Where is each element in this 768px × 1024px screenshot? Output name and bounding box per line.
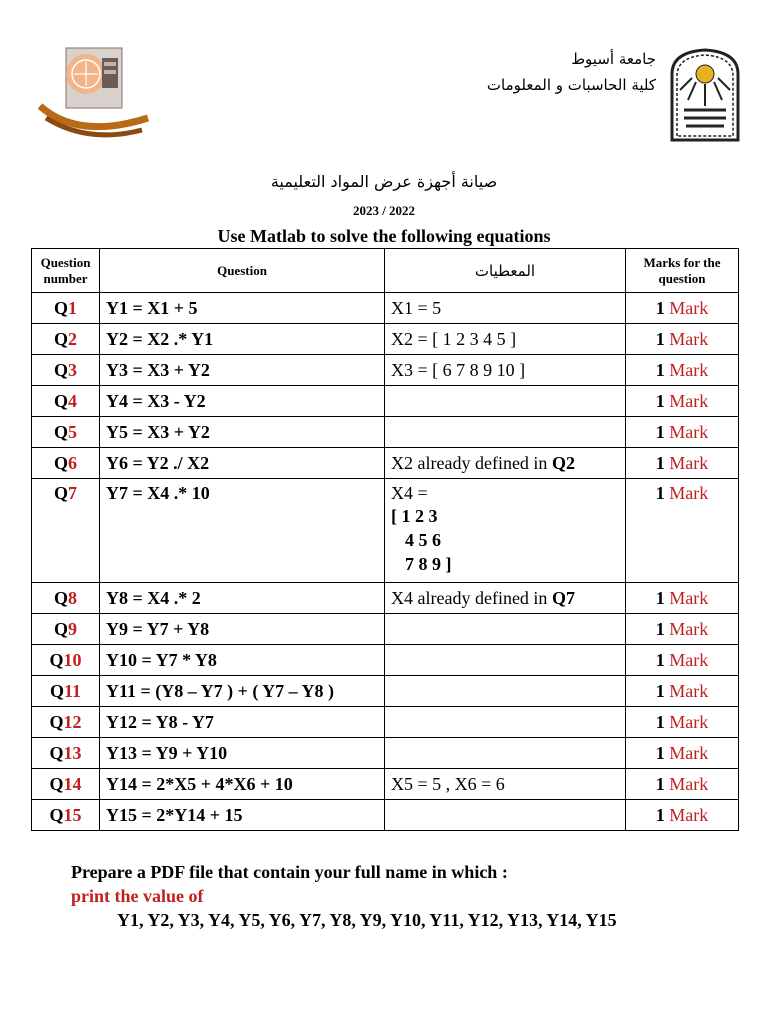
mark-number: 1	[655, 328, 665, 349]
question-index: 11	[64, 680, 82, 701]
question-index: 2	[68, 328, 77, 349]
question-prefix: Q	[49, 742, 64, 763]
given-cell	[385, 769, 626, 800]
question-index: 5	[68, 421, 77, 442]
table-row	[32, 800, 739, 831]
question-index: 9	[68, 618, 77, 639]
question-equation: Y13 = Y9 + Y10	[100, 738, 385, 769]
question-number	[32, 355, 100, 386]
question-index: 14	[63, 773, 82, 794]
table-row	[32, 293, 739, 324]
question-number	[32, 583, 100, 614]
question-equation: Y8 = X4 .* 2	[100, 583, 385, 614]
question-prefix: Q	[49, 649, 64, 670]
table-row	[32, 676, 739, 707]
question-number	[32, 386, 100, 417]
question-equation: Y4 = X3 - Y2	[100, 386, 385, 417]
given-cell	[385, 448, 626, 479]
table-row	[32, 417, 739, 448]
question-index: 10	[63, 649, 82, 670]
header-question: Question	[100, 249, 385, 293]
academic-year: 2023 / 2022	[352, 203, 416, 218]
mark-cell	[626, 614, 739, 645]
table-row	[32, 583, 739, 614]
table-row	[32, 614, 739, 645]
mark-cell	[626, 417, 739, 448]
question-prefix: Q	[53, 618, 68, 639]
mark-cell	[626, 386, 739, 417]
table-row	[32, 738, 739, 769]
given-cell	[385, 324, 626, 355]
question-equation: Y9 = Y7 + Y8	[100, 614, 385, 645]
mark-word: Mark	[669, 421, 709, 442]
question-prefix: Q	[53, 421, 68, 442]
mark-cell	[626, 676, 739, 707]
question-equation: Y3 = X3 + Y2	[100, 355, 385, 386]
given-cell	[385, 293, 626, 324]
questions-table	[31, 248, 739, 831]
given-cell	[385, 676, 626, 707]
header-question-number: Question number	[32, 249, 100, 293]
mark-number: 1	[655, 649, 665, 670]
mark-number: 1	[655, 587, 665, 608]
mark-word: Mark	[669, 773, 709, 794]
question-prefix: Q	[49, 680, 64, 701]
table-row	[32, 707, 739, 738]
question-number	[32, 324, 100, 355]
given-cell	[385, 583, 626, 614]
table-row	[32, 386, 739, 417]
question-prefix: Q	[53, 297, 68, 318]
mark-cell	[626, 293, 739, 324]
questions-body	[32, 293, 739, 831]
question-number	[32, 614, 100, 645]
mark-cell	[626, 645, 739, 676]
mark-number: 1	[655, 359, 665, 380]
faculty-logo	[38, 44, 150, 140]
given-cell	[385, 738, 626, 769]
question-index: 8	[68, 587, 77, 608]
given-cell	[385, 707, 626, 738]
mark-cell	[626, 738, 739, 769]
faculty-name: كلية الحاسبات و المعلومات	[486, 76, 656, 94]
mark-word: Mark	[669, 328, 709, 349]
mark-cell	[626, 355, 739, 386]
mark-number: 1	[655, 680, 665, 701]
question-index: 6	[68, 452, 77, 473]
question-prefix: Q	[49, 804, 64, 825]
matrix-row: [ 1 2 3	[391, 506, 438, 526]
given-cell	[385, 614, 626, 645]
mark-word: Mark	[669, 452, 709, 473]
given-reference: Q2	[551, 452, 575, 473]
given-cell	[385, 479, 626, 583]
question-prefix: Q	[49, 773, 64, 794]
given-cell	[385, 800, 626, 831]
footer-line-2: print the value of	[71, 886, 204, 906]
matrix-row: 7 8 9 ]	[405, 554, 452, 574]
question-equation: Y12 = Y8 - Y7	[100, 707, 385, 738]
question-number	[32, 448, 100, 479]
given-text: X1 = 5	[391, 297, 442, 318]
mark-word: Mark	[669, 680, 709, 701]
table-row	[32, 324, 739, 355]
mark-number: 1	[655, 711, 665, 732]
question-index: 15	[63, 804, 82, 825]
mark-number: 1	[655, 618, 665, 639]
given-cell	[385, 645, 626, 676]
mark-cell	[626, 707, 739, 738]
mark-number: 1	[655, 804, 665, 825]
given-reference: Q7	[551, 587, 575, 608]
question-prefix: Q	[53, 483, 68, 503]
question-equation: Y1 = X1 + 5	[100, 293, 385, 324]
mark-word: Mark	[669, 649, 709, 670]
question-equation: Y14 = 2*X5 + 4*X6 + 10	[100, 769, 385, 800]
question-number	[32, 645, 100, 676]
mark-number: 1	[655, 742, 665, 763]
given-text: X4 already defined in	[391, 587, 552, 608]
question-prefix: Q	[53, 587, 68, 608]
table-row	[32, 645, 739, 676]
mark-cell	[626, 448, 739, 479]
university-logo	[668, 44, 742, 142]
mark-word: Mark	[669, 359, 709, 380]
university-header	[487, 46, 656, 98]
given-text: X3 = [ 6 7 8 9 10 ]	[391, 359, 526, 380]
header-given: المعطيات	[385, 249, 626, 293]
question-number	[32, 479, 100, 583]
question-number	[32, 769, 100, 800]
question-prefix: Q	[53, 359, 68, 380]
mark-word: Mark	[669, 587, 709, 608]
question-prefix: Q	[53, 328, 68, 349]
question-equation: Y15 = 2*Y14 + 15	[100, 800, 385, 831]
question-equation: Y11 = (Y8 – Y7 ) + ( Y7 – Y8 )	[100, 676, 385, 707]
header-marks: Marks for the question	[626, 249, 739, 293]
mark-word: Mark	[669, 483, 709, 503]
mark-word: Mark	[669, 711, 709, 732]
mark-number: 1	[655, 421, 665, 442]
question-number	[32, 293, 100, 324]
question-index: 7	[68, 483, 77, 503]
question-number	[32, 676, 100, 707]
mark-number: 1	[655, 773, 665, 794]
question-equation: Y5 = X3 + Y2	[100, 417, 385, 448]
table-row	[32, 479, 739, 583]
instruction-heading: Use Matlab to solve the following equations	[217, 226, 551, 246]
given-matrix	[391, 504, 619, 576]
mark-number: 1	[655, 390, 665, 411]
question-number	[32, 800, 100, 831]
question-number	[32, 738, 100, 769]
given-text: X2 = [ 1 2 3 4 5 ]	[391, 328, 517, 349]
mark-word: Mark	[669, 390, 709, 411]
mark-word: Mark	[669, 804, 709, 825]
given-text: X5 = 5 , X6 = 6	[391, 773, 505, 794]
given-cell	[385, 386, 626, 417]
mark-cell	[626, 479, 739, 583]
footer-line-1: Prepare a PDF file that contain your full name in which :	[71, 862, 508, 882]
matrix-row: 4 5 6	[405, 530, 441, 550]
mark-number: 1	[655, 452, 665, 473]
question-index: 4	[68, 390, 77, 411]
footer-line-3: Y1, Y2, Y3, Y4, Y5, Y6, Y7, Y8, Y9, Y10, Y11, Y12, Y13, Y14, Y15	[117, 910, 617, 930]
mark-cell	[626, 769, 739, 800]
question-prefix: Q	[49, 711, 64, 732]
question-equation: Y2 = X2 .* Y1	[100, 324, 385, 355]
mark-cell	[626, 583, 739, 614]
mark-number: 1	[655, 297, 665, 318]
university-name: جامعة أسيوط	[571, 50, 656, 68]
question-equation: Y6 = Y2 ./ X2	[100, 448, 385, 479]
given-text: X2 already defined in	[391, 452, 552, 473]
question-number	[32, 707, 100, 738]
mark-word: Mark	[669, 742, 709, 763]
table-row	[32, 355, 739, 386]
table-row	[32, 448, 739, 479]
question-prefix: Q	[53, 452, 68, 473]
given-text: X4 =	[391, 483, 428, 503]
given-cell	[385, 417, 626, 448]
mark-cell	[626, 800, 739, 831]
given-cell	[385, 355, 626, 386]
mark-number: 1	[655, 483, 665, 503]
question-index: 1	[68, 297, 77, 318]
mark-cell	[626, 324, 739, 355]
question-equation: Y10 = Y7 * Y8	[100, 645, 385, 676]
question-prefix: Q	[53, 390, 68, 411]
instructions-footer	[71, 860, 617, 932]
question-index: 12	[63, 711, 82, 732]
mark-word: Mark	[669, 297, 709, 318]
question-number	[32, 417, 100, 448]
course-title: صيانة أجهزة عرض المواد التعليمية	[270, 172, 498, 191]
question-index: 3	[68, 359, 77, 380]
question-index: 13	[63, 742, 82, 763]
mark-word: Mark	[669, 618, 709, 639]
question-equation: Y7 = X4 .* 10	[100, 479, 385, 583]
table-row	[32, 769, 739, 800]
